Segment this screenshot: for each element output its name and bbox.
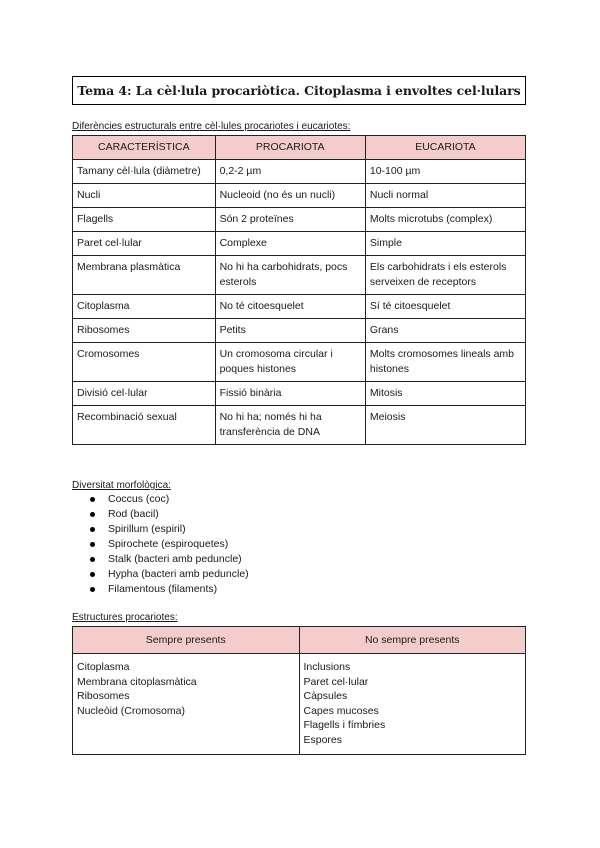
table-row xyxy=(73,295,526,319)
list-item xyxy=(72,582,249,597)
table-row xyxy=(73,319,526,343)
structure-item: Capes mucoses xyxy=(303,704,379,717)
bullet-icon xyxy=(90,557,95,562)
cell-procariota: Són 2 proteïnes xyxy=(215,208,365,232)
bullet-icon xyxy=(90,587,95,592)
cell-caracteristica: Citoplasma xyxy=(73,295,216,319)
cell-caracteristica: Flagells xyxy=(73,208,216,232)
list-item xyxy=(72,552,249,567)
morphology-list xyxy=(72,492,249,597)
header-eucariota: EUCARIOTA xyxy=(365,136,525,160)
cell-eucariota: Grans xyxy=(365,319,525,343)
bullet-icon xyxy=(90,572,95,577)
cell-eucariota: Mitosis xyxy=(365,382,525,406)
cell-eucariota: Meiosis xyxy=(365,406,525,445)
diff-heading: Diferències estructurals entre cèl·lules procariotes i eucariotes: xyxy=(72,121,351,132)
header-caracteristica: CARACTERÍSTICA xyxy=(73,136,216,160)
cell-eucariota: Nucli normal xyxy=(365,184,525,208)
structure-item: Citoplasma xyxy=(77,661,130,673)
table-row xyxy=(73,160,526,184)
table-header-row xyxy=(73,136,526,160)
morph-heading: Diversitat morfològica: xyxy=(72,480,171,491)
cell-procariota: Fissió binària xyxy=(215,382,365,406)
header-always-present: Sempre presents xyxy=(73,627,300,654)
bullet-icon xyxy=(90,527,95,532)
always-present-cell xyxy=(73,654,300,755)
table-row xyxy=(73,232,526,256)
table-header-row xyxy=(73,627,526,654)
table-row xyxy=(73,208,526,232)
cell-eucariota: Els carbohidrats i els esterols serveixen de receptors xyxy=(365,256,525,295)
list-item xyxy=(72,522,249,537)
struct-heading: Estructures procariotes: xyxy=(72,612,178,623)
list-item-label: Coccus (coc) xyxy=(108,493,170,505)
cell-procariota: Nucleoid (no és un nucli) xyxy=(215,184,365,208)
cell-procariota: Complexe xyxy=(215,232,365,256)
list-item-label: Filamentous (filaments) xyxy=(108,583,218,595)
cell-caracteristica: Tamany cèl·lula (diàmetre) xyxy=(73,160,216,184)
cell-procariota: Un cromosoma circular i poques histones xyxy=(215,343,365,382)
cell-procariota: No té citoesquelet xyxy=(215,295,365,319)
structure-item: Ribosomes xyxy=(77,690,130,702)
list-item-label: Hypha (bacteri amb peduncle) xyxy=(108,568,249,580)
structure-item: Nucleòid (Cromosoma) xyxy=(77,704,185,717)
cell-procariota: No hi ha carbohidrats, pocs esterols xyxy=(215,256,365,295)
cell-eucariota: 10-100 µm xyxy=(365,160,525,184)
table-row xyxy=(73,184,526,208)
cell-procariota: Petits xyxy=(215,319,365,343)
structure-item: Inclusions xyxy=(303,661,351,673)
header-procariota: PROCARIOTA xyxy=(215,136,365,160)
structure-item: Flagells i fímbries xyxy=(303,719,386,731)
structure-item: Paret cel·lular xyxy=(303,675,369,688)
list-item xyxy=(72,492,249,507)
bullet-icon xyxy=(90,542,95,547)
bullet-icon xyxy=(90,497,95,502)
cell-eucariota: Molts cromosomes lineals amb histones xyxy=(365,343,525,382)
table-row xyxy=(73,654,526,755)
list-item xyxy=(72,507,249,522)
cell-caracteristica: Divisió cel·lular xyxy=(73,382,216,406)
table-row xyxy=(73,382,526,406)
list-item-label: Stalk (bacteri amb peduncle) xyxy=(108,553,242,565)
cell-eucariota: Sí té citoesquelet xyxy=(365,295,525,319)
header-not-always-present: No sempre presents xyxy=(299,627,526,654)
list-item-label: Spirochete (espiroquetes) xyxy=(108,538,229,550)
cell-procariota: 0,2-2 µm xyxy=(215,160,365,184)
differences-table xyxy=(72,135,526,445)
table-row xyxy=(73,343,526,382)
cell-caracteristica: Nucli xyxy=(73,184,216,208)
cell-eucariota: Simple xyxy=(365,232,525,256)
cell-caracteristica: Recombinació sexual xyxy=(73,406,216,445)
table-row xyxy=(73,256,526,295)
cell-eucariota: Molts microtubs (complex) xyxy=(365,208,525,232)
structures-table xyxy=(72,626,526,755)
not-always-present-cell xyxy=(299,654,526,755)
list-item xyxy=(72,537,249,552)
table-row xyxy=(73,406,526,445)
list-item xyxy=(72,567,249,582)
list-item-label: Rod (bacil) xyxy=(108,508,159,520)
structure-item: Càpsules xyxy=(303,690,348,702)
structure-item: Membrana citoplasmàtica xyxy=(77,675,197,688)
page-title: Tema 4: La cèl·lula procariòtica. Citoplasma i envoltes cel·lulars xyxy=(72,76,526,105)
bullet-icon xyxy=(90,512,95,517)
cell-caracteristica: Paret cel·lular xyxy=(73,232,216,256)
cell-caracteristica: Membrana plasmàtica xyxy=(73,256,216,295)
list-item-label: Spirillum (espiril) xyxy=(108,523,186,535)
cell-caracteristica: Ribosomes xyxy=(73,319,216,343)
structure-item: Espores xyxy=(303,733,343,746)
cell-procariota: No hi ha; només hi ha transferència de DNA xyxy=(215,406,365,445)
cell-caracteristica: Cromosomes xyxy=(73,343,216,382)
